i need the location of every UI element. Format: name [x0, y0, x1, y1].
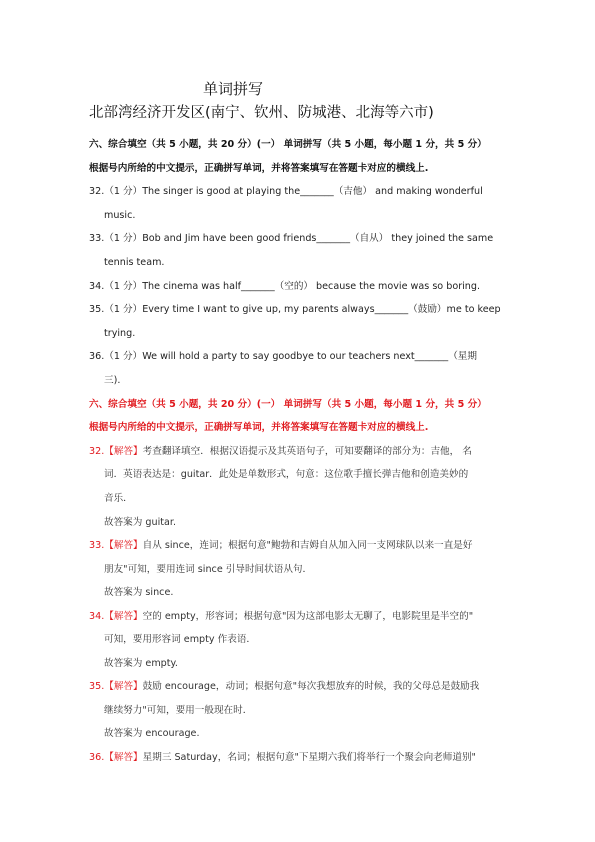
answer-section-header: 六、综合填空（共 5 小题，共 20 分）(一） 单词拼写（共 5 小题，每小题 1 分，共 5 分） — [89, 399, 487, 410]
question-35-line1: 35.（1 分）Every time I want to give up, my parents always_______（鼓励）me to keep — [89, 304, 501, 315]
answer-33-final: 故答案为 since. — [104, 587, 174, 598]
answer-32-final: 故答案为 guitar. — [104, 517, 177, 528]
answer-35 — [89, 681, 479, 693]
answer-32-text: 考查翻译填空．根据汉语提示及其英语句子，可知要翻译的部分为：吉他， 名 — [142, 446, 472, 457]
answer-33-prefix: 33.【解答】 — [89, 540, 143, 551]
answer-34-line2: 可知，要用形容词 empty 作表语． — [104, 634, 257, 645]
answer-32-line2: 词．英语表达是：guitar．此处是单数形式，句意：这位歌手擅长弹吉他和创造美妙的 — [104, 469, 469, 480]
page-title: 单词拼写 — [203, 80, 264, 98]
question-36-line2: 三). — [104, 375, 121, 386]
answer-34-text: 空的 empty，形容词；根据句意"因为这部电影太无聊了，电影院里是半空的" — [142, 611, 474, 622]
answer-35-text: 鼓励 encourage，动词；根据句意"每次我想放弃的时候，我的父母总是鼓励我 — [142, 681, 480, 692]
section-instruction: 根据号内所给的中文提示，正确拼写单词，并将答案填写在答题卡对应的横线上. — [89, 163, 429, 174]
question-32-line1: 32.（1 分）The singer is good at playing the_______（吉他） and making wonderful — [89, 186, 483, 197]
answer-34-final: 故答案为 empty. — [104, 658, 178, 669]
question-36-line1: 36.（1 分）We will hold a party to say goodbye to our teachers next_______（星期 — [89, 351, 477, 362]
answer-36-text: 星期三 Saturday，名词；根据句意"下星期六我们将举行一个聚会向老师道别" — [142, 752, 476, 763]
question-33-line1: 33.（1 分）Bob and Jim have been good friends_______（自从） they joined the same — [89, 233, 494, 244]
page-subtitle: 北部湾经济开发区(南宁、钦州、防城港、北海等六市) — [89, 105, 434, 121]
question-32-line2: music. — [104, 210, 136, 221]
section-header: 六、综合填空（共 5 小题，共 20 分）(一） 单词拼写（共 5 小题，每小题 1 分，共 5 分） — [89, 139, 487, 150]
question-34-line1: 34.（1 分）The cinema was half_______（空的） because the movie was so boring. — [89, 281, 481, 292]
question-35-line2: trying. — [104, 328, 136, 339]
answer-section-instruction: 根据号内所给的中文提示，正确拼写单词，并将答案填写在答题卡对应的横线上. — [89, 422, 429, 433]
answer-33-text: 自从 since，连词；根据句意"鲍勃和吉姆自从加入同一支网球队以来一直是好 — [142, 540, 473, 551]
answer-32-prefix: 32.【解答】 — [89, 446, 143, 457]
answer-35-prefix: 35.【解答】 — [89, 681, 143, 692]
answer-35-line2: 继续努力"可知，要用一般现在时． — [104, 705, 253, 716]
answer-33 — [89, 540, 472, 552]
answer-34-prefix: 34.【解答】 — [89, 611, 143, 622]
answer-32 — [89, 446, 472, 458]
answer-32-line3: 音乐． — [104, 493, 133, 504]
answer-33-line2: 朋友"可知，要用连词 since 引导时间状语从句． — [104, 564, 313, 575]
answer-34 — [89, 611, 473, 623]
question-33-line2: tennis team. — [104, 257, 165, 268]
answer-36 — [89, 752, 476, 764]
answer-36-prefix: 36.【解答】 — [89, 752, 143, 763]
answer-35-final: 故答案为 encourage. — [104, 728, 200, 739]
